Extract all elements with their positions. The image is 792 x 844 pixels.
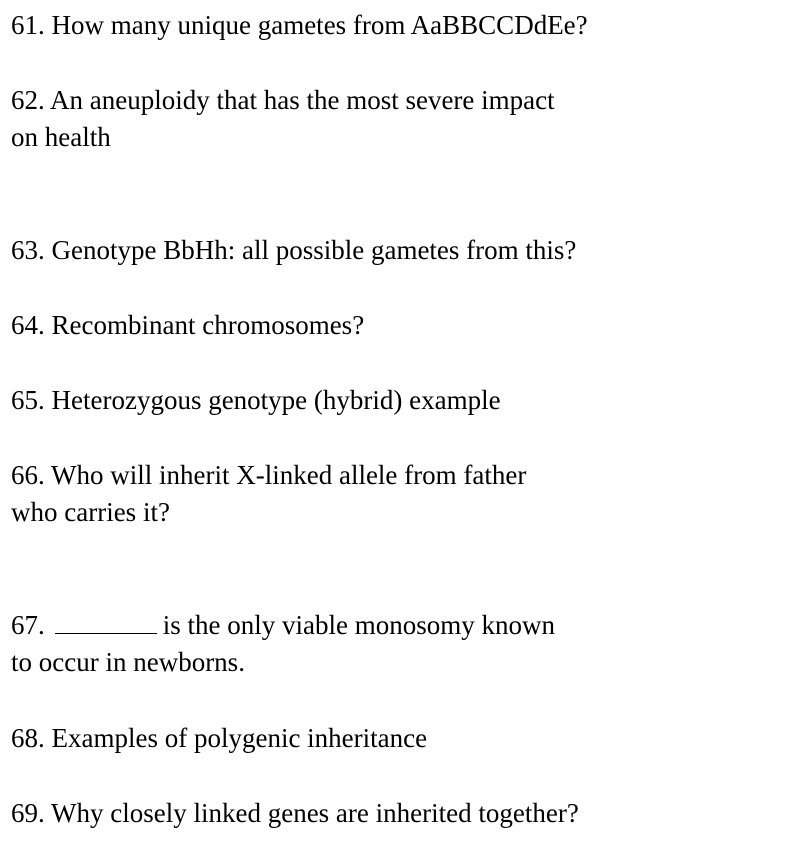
question-64-text: 64. Recombinant chromosomes? [11,310,365,340]
question-67-number: 67. [11,610,45,640]
question-67-text [11,606,555,644]
question-68-text: 68. Examples of polygenic inheritance [11,723,428,753]
question-61-text: 61. How many unique gametes from AaBBCCDdEe? [11,10,588,40]
question-66-text: 66. Who will inherit X-linked allele from father [11,460,527,490]
question-67-text-cont: to occur in newborns. [11,647,245,677]
question-69-text: 69. Why closely linked genes are inherited together? [11,798,579,828]
question-65-text: 65. Heterozygous genotype (hybrid) example [11,385,501,415]
question-67-suffix: is the only viable monosomy known [162,610,555,640]
question-62-text-cont: on health [11,122,111,152]
question-63-text: 63. Genotype BbHh: all possible gametes from this? [11,235,577,265]
question-62-text: 62. An aneuploidy that has the most severe impact [11,85,555,115]
fill-in-blank [55,611,157,634]
question-66-text-cont: who carries it? [11,497,170,527]
